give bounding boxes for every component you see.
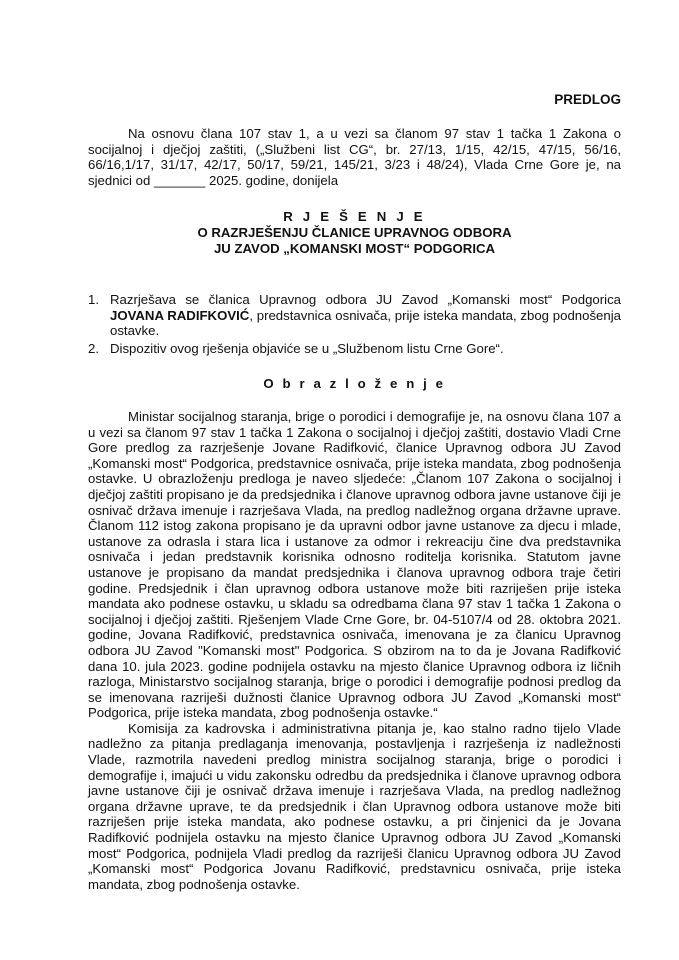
- obrazlozenje-body: [88, 409, 621, 892]
- item-number: 2.: [88, 340, 99, 356]
- item-text-post: , predstavnica osnivača, prije isteka mandata, zbog podnošenja ostavke.: [110, 307, 621, 339]
- dismissed-member-name: JOVANA RADIFKOVIĆ: [110, 307, 250, 323]
- title-institution: JU ZAVOD „KOMANSKI MOST“ PODGORICA: [213, 241, 496, 256]
- predlog-label: PREDLOG: [554, 92, 621, 107]
- item-text-pre: Razrješava se članica Upravnog odbora JU Zavod „Komanski most“ Podgorica: [110, 292, 621, 307]
- list-item: [88, 341, 621, 357]
- intro-paragraph: Na osnovu člana 107 stav 1, a u vezi sa članom 97 stav 1 tačka 1 Zakona o socijalnoj i dječjoj zaštiti, („Službeni list CG“, br. 27/13, 1/15, 42/15, 47/15, 56/16, 66/16,1/17, 31/17, 42/17, 50/17, 59/21, 145/21, 3/23 i 48/24), Vlada Crne Gore je, na sjednici od _______ 2025. godine, donijela: [88, 126, 621, 188]
- body-paragraph: Ministar socijalnog staranja, brige o porodici i demografije je, na osnovu člana 107 a u vezi sa članom 97 stav 1 tačka 1 Zakona o socijalnoj i dječjoj zaštiti, dostavio Vladi Crne Gore predlog za razrješenje Jovane Radifković, članice Upravnog odbora JU Zavod „Komanski most“ Podgorica, predstavnice osnivača, prije isteka mandata, zbog podnošenja ostavke. U obrazloženju predloga je naveo sljedeće: „Članom 107 Zakona o socijalnoj i dječjoj zaštiti propisano je da predsjednika i članove upravnog odbora javne ustanove čiji je osnivač država imenuje i razrješava Vlada, na predlog nadležnog organa državne uprave. Članom 112 istog zakona propisano je da upravni odbor javne ustanove za djecu i mlade, ustanove za odrasla i stara lica i ustanove za odmor i rekreaciju čine dva predstavnika osnivača i jedan predstavnik korisnika odnosno roditelja korisnika. Statutom javne ustanove je propisano da mandat predsjednika i članova upravnog odbora traje četiri godine. Predsjednik i član upravnog odbora ustanove može biti razriješen prije isteka mandata ako podnese ostavku, u skladu sa odredbama člana 97 stav 1 tačka 1 Zakona o socijalnoj i dječjoj zaštiti. Rješenjem Vlade Crne Gore, br. 04-5107/4 od 28. oktobra 2021. godine, Jovana Radifković, predstavnica osnivača, imenovana je za članicu Upravnog odbora JU Zavod "Komanski most" Podgorica. S obzirom na to da je Jovana Radifković dana 10. jula 2023. godine podnijela ostavku na mjesto članice Upravnog odbora iz ličnih razloga, Ministarstvo socijalnog staranja, brige o porodici i demografije podnosi predlog da se imenovana razriješi dužnosti članice Upravnog odbora JU Zavod „Komanski most“ Podgorica, prije isteka mandata, zbog podnošenja ostavke.“: [88, 409, 621, 721]
- decision-items: [88, 292, 621, 358]
- obrazlozenje-heading: O b r a z l o ž e n j e: [263, 376, 446, 391]
- item-text: Dispozitiv ovog rješenja objaviće se u „Službenom listu Crne Gore“.: [110, 340, 504, 356]
- list-item: [88, 292, 621, 339]
- item-number: 1.: [88, 292, 99, 307]
- title-subject: O RAZRJEŠENJU ČLANICE UPRAVNOG ODBORA: [197, 225, 512, 240]
- title-rjesenje: R J E Š E N J E: [283, 209, 426, 224]
- body-paragraph: Komisija za kadrovska i administrativna pitanja je, kao stalno radno tijelo Vlade nadležno za pitanja predlaganja imenovanja, postavljenja i razrješenja iz nadležnosti Vlade, razmotrila navedeni predlog ministra socijalnog staranja, brige o porodici i demografije i, imajući u vidu zakonsku odredbu da predsjednika i članove upravnog odbora javne ustanove čiji je osnivač država imenuje i razrješava Vlada, na predlog nadležnog organa državne uprave, te da predsjednik i član Upravnog odbora ustanove može biti razriješen prije isteka mandata, ako podnese ostavku, a pri činjenici da je Jovana Radifković podnijela ostavku na mjesto članice Upravnog odbora JU Zavod „Komanski most“ Podgorica, podnijela Vladi predlog da razriješi članicu Upravnog odbora JU Zavod „Komanski most“ Podgorica Jovanu Radifković, predstavnicu osnivača, prije isteka mandata, zbog podnošenja ostavke.: [88, 720, 621, 892]
- decision-title: [88, 209, 621, 257]
